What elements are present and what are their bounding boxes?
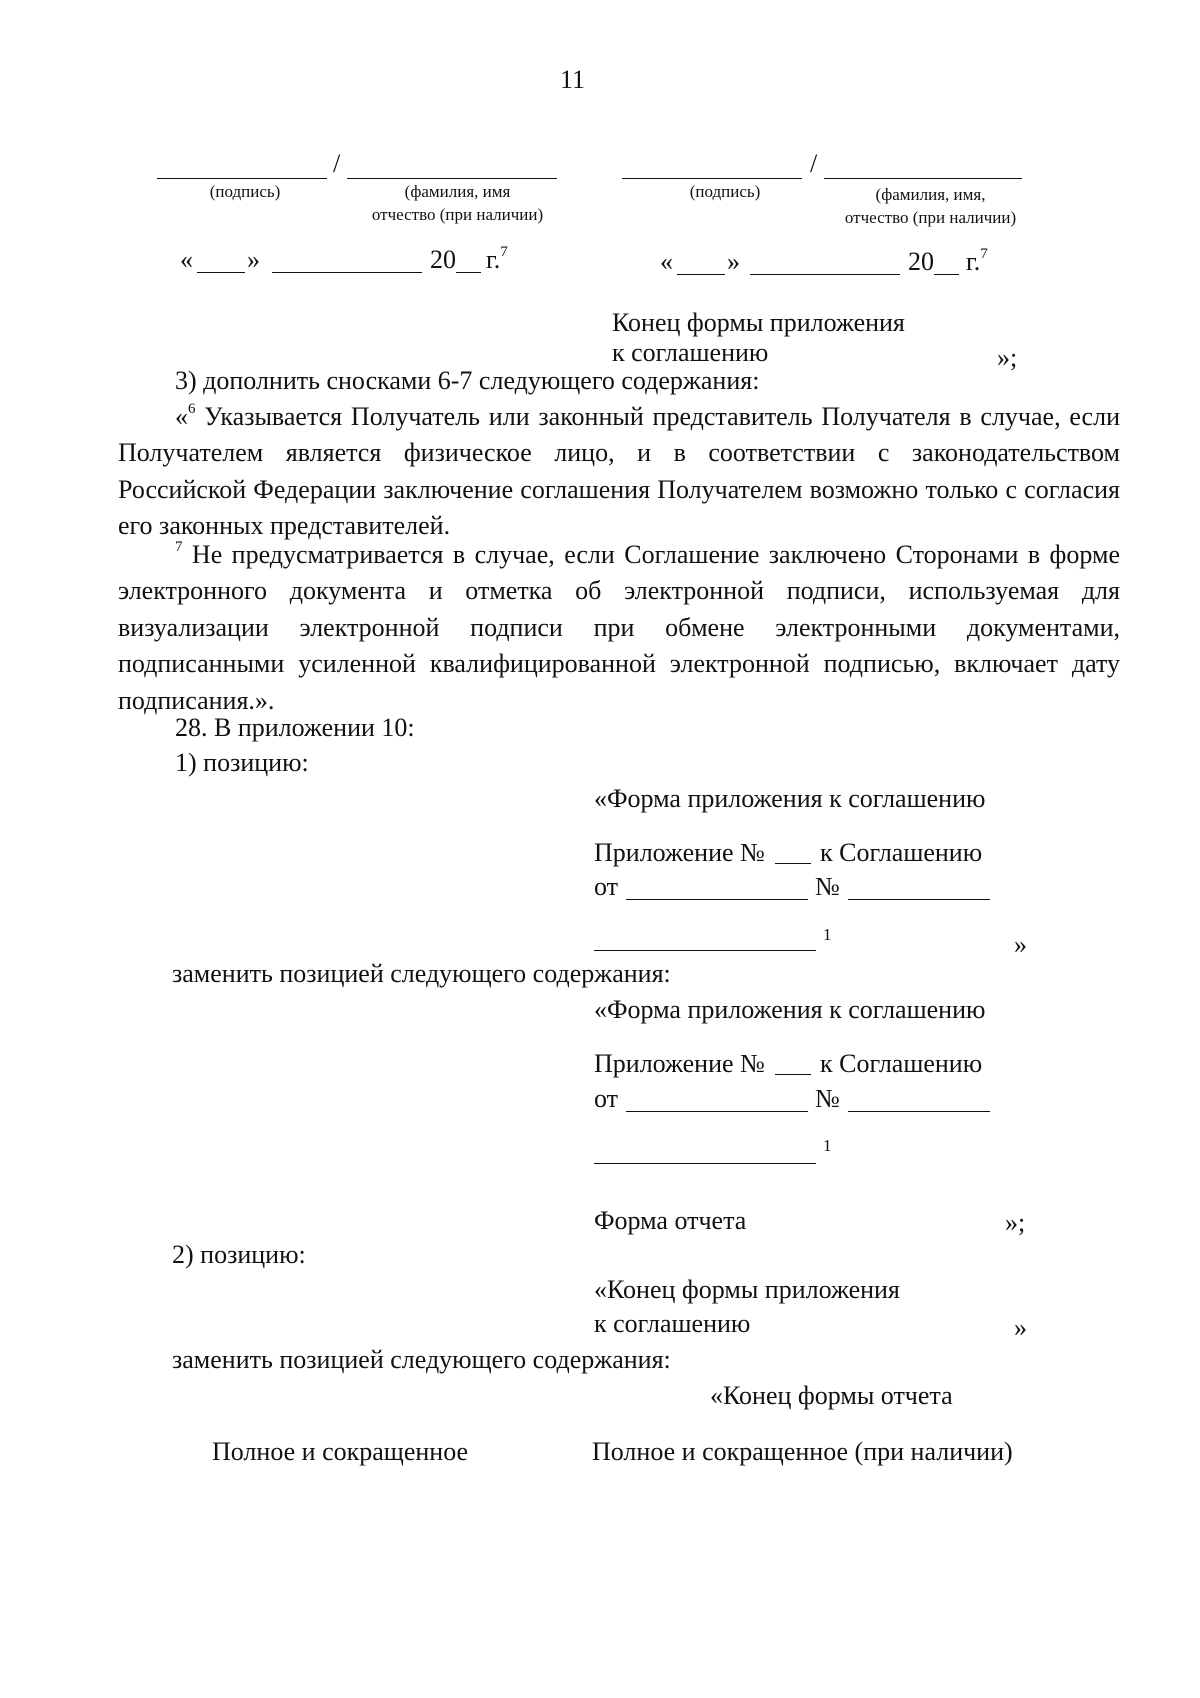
appendix-number-blank [775,863,811,864]
month-blank [272,272,422,273]
footnote-7-text: Не предусматривается в случае, если Соглашение заключено Сторонами в форме электронного документа и отметка об электронной подписи, используемая для визуализации электронной подписи при обмене электронными документами, подписанными усиленной квалифицированной электронной подписью, включает дату подписания.». [118,540,1120,715]
footnote-mark: 6 [188,401,196,418]
signature-slash: / [810,149,818,178]
year-blank [456,272,481,273]
closing-quote: »; [1005,1208,1026,1237]
year-blank [934,274,959,275]
form-title: «Форма приложения к соглашению [594,995,986,1024]
footnote-mark: 1 [823,1136,832,1155]
footnote-mark: 7 [175,539,183,556]
year-prefix: 20 [908,247,934,276]
year-prefix: 20 [430,245,456,274]
signature-caption: (подпись) [209,182,281,201]
end-form-line1: «Конец формы приложения [594,1275,900,1304]
recipient-blank [594,950,816,951]
replace-2: заменить позицией следующего содержания: [172,1345,671,1374]
end-report-form-title: «Конец формы отчета [710,1381,953,1410]
closing-quote: » [1014,930,1027,959]
end-form-line2: к соглашению [612,338,769,367]
date-open-quote: « [180,245,193,274]
name-caption-line2: отчество (при наличии) [844,208,1017,227]
date-open-quote: « [660,247,673,276]
footnote-6-text: Указывается Получатель или законный представитель Получателя в случае, если Получателем является физическое лицо, и в соответствии с законодательством Российской Федерации заключение соглашения Получателем возможно только с согласия его законных представителей. [118,402,1120,541]
number-label: № [815,872,840,901]
item-28: 28. В приложении 10: [175,713,415,742]
number-blank [848,1111,990,1112]
end-form-line1: Конец формы приложения [612,308,905,337]
name-caption-line1: (фамилия, имя, [875,185,986,204]
signature-line [622,178,802,179]
closing-quote: » [1014,1313,1027,1342]
report-form-label: Форма отчета [594,1206,747,1235]
name-caption-line2: отчество (при наличии) [371,205,544,224]
day-blank [677,274,725,275]
end-form-closing: »; [997,343,1018,372]
recipient-blank [594,1163,816,1164]
year-suffix: г.$^7$ [486,244,508,274]
date-blank [626,899,808,900]
from-label: от [594,872,619,901]
footnote-mark: 7 [500,244,508,261]
number-blank [848,899,990,900]
number-label: № [815,1084,840,1113]
bottom-left-text: Полное и сокращенное [212,1437,469,1466]
replace-1: заменить позицией следующего содержания: [172,959,671,988]
year-suffix: г.$^7$ [966,246,988,276]
from-label: от [594,1084,619,1113]
name-caption-line1: (фамилия, имя [404,182,511,201]
signature-line [157,178,327,179]
footnote-mark: 7 [980,246,988,263]
signature-caption: (подпись) [689,182,761,201]
footnote-6-paragraph [118,399,1120,545]
month-blank [750,274,900,275]
open-quote: « [175,402,188,431]
item-2: 2) позицию: [172,1240,306,1269]
agreement-label: к Соглашению [820,838,983,867]
form-title: «Форма приложения к соглашению [594,784,986,813]
item-3: 3) дополнить сносками 6-7 следующего содержания: [175,366,760,395]
footnote-mark: 1 [823,925,832,944]
appendix-label: Приложение № [594,838,765,867]
signature-slash: / [333,149,341,178]
date-close-quote: » [247,245,260,274]
end-form-line2: к соглашению [594,1309,751,1338]
appendix-number-blank [775,1074,811,1075]
date-close-quote: » [727,247,740,276]
name-line [824,178,1022,179]
bottom-right-text: Полное и сокращенное (при наличии) [592,1437,1013,1466]
day-blank [197,272,245,273]
name-line [347,178,557,179]
page-number: 11 [560,65,586,94]
item-1: 1) позицию: [175,748,309,777]
date-blank [626,1111,808,1112]
agreement-label: к Соглашению [820,1049,983,1078]
appendix-label: Приложение № [594,1049,765,1078]
footnote-7-paragraph [118,537,1120,719]
